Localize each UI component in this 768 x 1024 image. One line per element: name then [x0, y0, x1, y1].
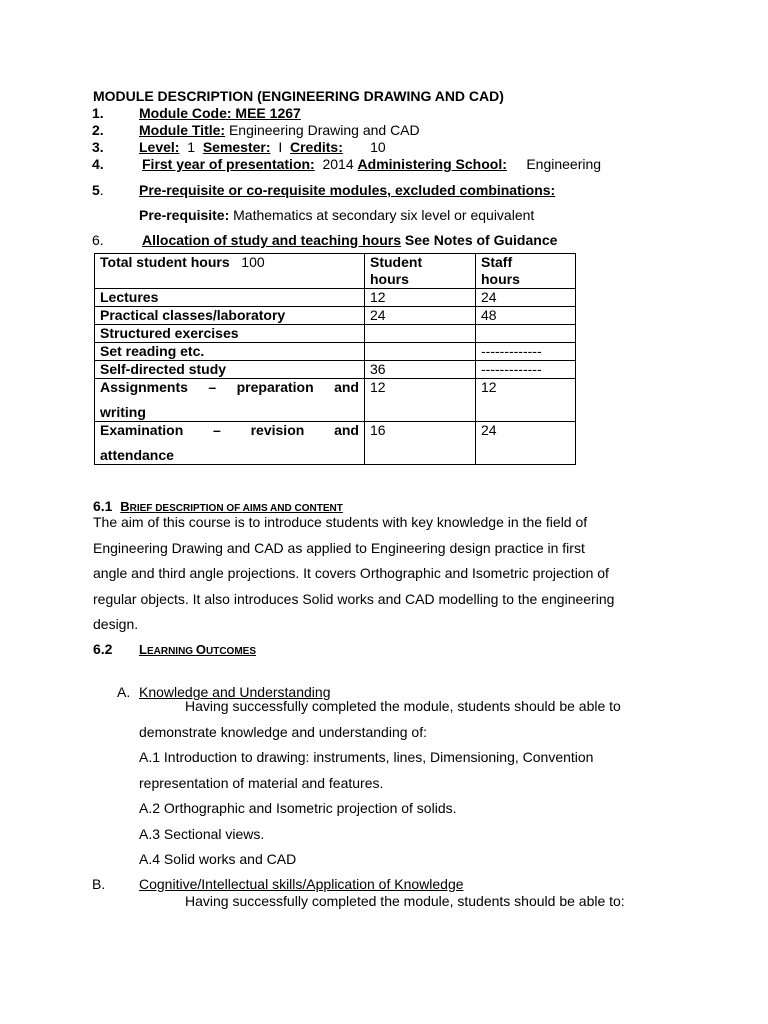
- outcome-a-intro-1: Having successfully completed the module, students should be able to: [185, 698, 621, 714]
- prerequisite-heading: Pre-requisite or co-requisite modules, excluded combinations:: [139, 182, 556, 198]
- allocation-line: [142, 232, 557, 249]
- credits-label: Credits:: [289, 139, 343, 155]
- total-hours-label: Total student hours: [100, 254, 230, 270]
- staff-hours: 48: [476, 307, 576, 325]
- student-hours: 24: [365, 307, 476, 325]
- credits-value: 10: [370, 139, 386, 155]
- staff-hours: 24: [476, 422, 576, 465]
- module-title-label: Module Title:: [139, 122, 226, 138]
- module-code: Module Code: MEE 1267: [139, 105, 301, 121]
- item-5-number-wrap: [92, 182, 104, 199]
- first-year-value: 2014: [322, 156, 354, 172]
- table-row: [95, 379, 576, 422]
- student-hours-header: Student hours: [365, 254, 476, 289]
- staff-hours: -------------: [476, 361, 576, 379]
- staff-hours: 12: [476, 379, 576, 422]
- outcome-a1-line-2: representation of material and features.: [139, 774, 384, 791]
- row-label: Assignments – preparation and writing: [95, 379, 365, 422]
- section-6-1-number: 6.1: [93, 498, 113, 514]
- total-hours-cell: [95, 254, 365, 289]
- section-6-1-title: BRIEF DESCRIPTION OF AIMS AND CONTENT: [120, 499, 343, 514]
- prerequisite-line: [139, 207, 534, 224]
- row-label: Structured exercises: [95, 325, 365, 343]
- staff-hours-header: Staff hours: [476, 254, 576, 289]
- student-hours: [365, 343, 476, 361]
- outcome-a-letter: A.: [117, 684, 131, 700]
- outcome-b-letter: B.: [92, 876, 106, 892]
- section-6-2-title: LEARNING OUTCOMES: [139, 642, 256, 657]
- first-year-line: [142, 156, 601, 173]
- table-row: [95, 325, 576, 343]
- guidance-notes: See Notes of Guidance: [404, 232, 558, 248]
- outcome-a-intro-2: demonstrate knowledge and understanding of:: [139, 723, 427, 740]
- row-label: Examination – revision and attendance: [95, 422, 365, 465]
- module-title-value: Engineering Drawing and CAD: [228, 122, 420, 138]
- student-hours: 36: [365, 361, 476, 379]
- table-row: [95, 289, 576, 307]
- row-label: Self-directed study: [95, 361, 365, 379]
- outcome-b-title: Cognitive/Intellectual skills/Application of Knowledge: [139, 876, 464, 892]
- outcome-a4: A.4 Solid works and CAD: [139, 851, 297, 867]
- student-hours: 12: [365, 289, 476, 307]
- item-2-number: 2.: [92, 122, 104, 138]
- item-5-dot: .: [99, 182, 104, 198]
- total-hours-value: 100: [241, 254, 265, 270]
- student-hours: 16: [365, 422, 476, 465]
- student-hours: 12: [365, 379, 476, 422]
- first-year-label: First year of presentation:: [142, 156, 315, 172]
- row-label: Set reading etc.: [95, 343, 365, 361]
- module-title-line: [139, 122, 420, 139]
- semester-label: Semester:: [202, 139, 271, 155]
- prerequisite-label: Pre-requisite:: [139, 207, 230, 223]
- aims-paragraph: The aim of this course is to introduce students with key knowledge in the field of Engineering Drawing and CAD as applied to Engineering design practice in first angle and third angle projections. It covers Orthographic and Isometric projection of regular objects. It also introduces Solid works and CAD modelling to the engineering design.: [93, 514, 615, 632]
- item-5-number: 5: [92, 182, 100, 198]
- prerequisite-value: Mathematics at secondary six level or equivalent: [233, 207, 535, 223]
- outcome-a-body: [139, 694, 674, 873]
- table-row: [95, 361, 576, 379]
- table-row: [95, 343, 576, 361]
- item-1-number: 1.: [92, 105, 104, 121]
- staff-hours: -------------: [476, 343, 576, 361]
- table-row: [95, 307, 576, 325]
- level-line: [139, 139, 386, 156]
- outcome-a1-line-1: A.1 Introduction to drawing: instruments, lines, Dimensioning, Convention: [139, 749, 594, 765]
- item-3-number: 3.: [92, 139, 104, 155]
- table-header-row: [95, 254, 576, 289]
- table-row: [95, 422, 576, 465]
- item-6-number: 6.: [92, 232, 104, 248]
- outcome-a-title: Knowledge and Understanding: [139, 684, 331, 700]
- row-label: Lectures: [95, 289, 365, 307]
- student-hours: [365, 325, 476, 343]
- school-value: Engineering: [526, 156, 602, 172]
- hours-table: [94, 253, 576, 465]
- outcome-a2: A.2 Orthographic and Isometric projection of solids.: [139, 800, 457, 816]
- row-label: Practical classes/laboratory: [95, 307, 365, 325]
- outcome-b-intro: Having successfully completed the module, students should be able to:: [185, 893, 625, 909]
- school-label: Administering School:: [357, 156, 507, 172]
- section-6-2-number: 6.2: [93, 641, 113, 657]
- item-4-number: 4.: [92, 156, 104, 172]
- staff-hours: [476, 325, 576, 343]
- allocation-heading: Allocation of study and teaching hours: [142, 232, 402, 248]
- outcome-a3: A.3 Sectional views.: [139, 825, 265, 842]
- staff-hours: 24: [476, 289, 576, 307]
- semester-value: I: [278, 139, 283, 155]
- level-value: 1: [187, 139, 196, 155]
- level-label: Level:: [139, 139, 180, 155]
- page-title: MODULE DESCRIPTION (ENGINEERING DRAWING AND CAD): [93, 88, 504, 104]
